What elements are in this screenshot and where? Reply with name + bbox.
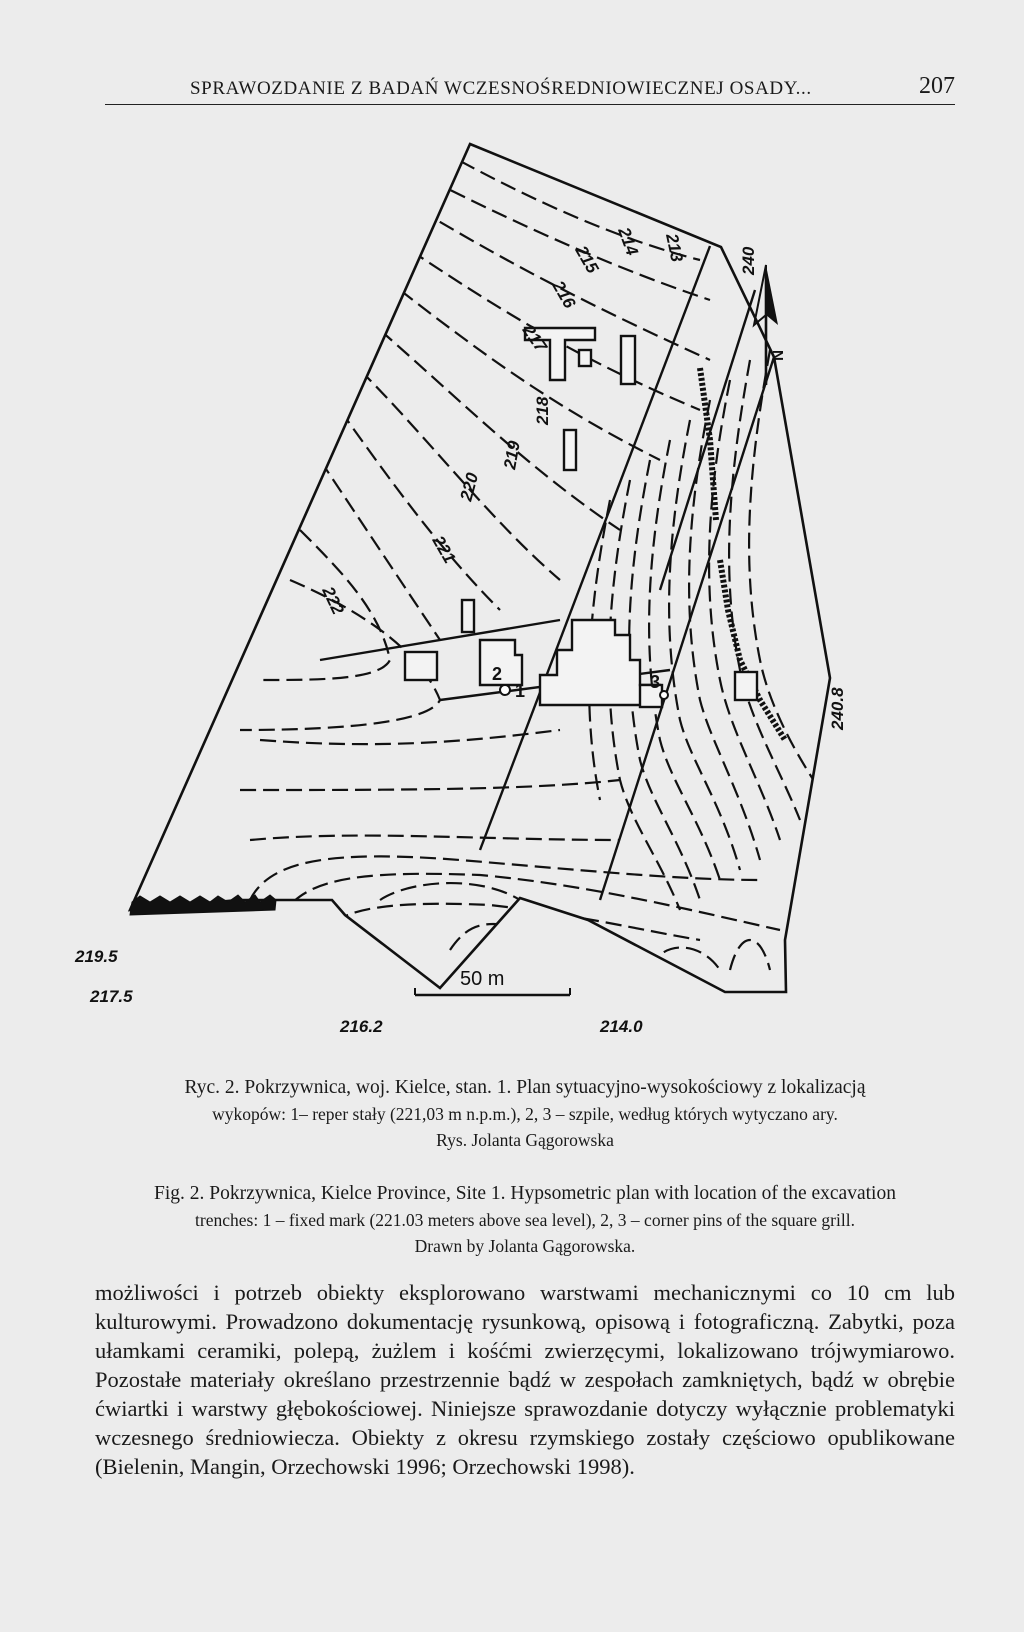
- elev-214-0: 214.0: [600, 1017, 643, 1036]
- elev-219-5: 219.5: [75, 947, 118, 966]
- elev-214: 214: [614, 224, 642, 259]
- north-label: N: [769, 350, 786, 361]
- point-label-2: 2: [492, 664, 503, 684]
- site-plan-figure: [60, 140, 960, 1060]
- body-paragraph: możliwości i potrzeb obiekty eksplorowano warstwami mechanicznymi co 10 cm lub kulturowymi. Prowadzono dokumentację rysunkową, opisową i fotograficzną. Zabytki, poza ułamkami ceramiki, polepą, żużlem i kośćmi zwierzęcymi, lokalizowano trójwymiarowo. Pozostałe materiały określano przestrzennie bądź w zespołach zamkniętych, bądź w obrębie ćwiartki i warstwy głębokościowej. Niniejsze sprawozdanie dotyczy wyłącznie problematyki wczesnego średniowiecza. Obiekty z okresu rzymskiego zostały częściowo opublikowane (Bielenin, Mangin, Orzechowski 1996; Orzechowski 1998).: [95, 1280, 955, 1479]
- caption-english: [95, 1181, 955, 1259]
- elev-217: 217: [518, 321, 551, 356]
- elev-217-5: 217.5: [90, 987, 133, 1006]
- running-title: SPRAWOZDANIE Z BADAŃ WCZESNOŚREDNIOWIECZNEJ OSADY...: [190, 78, 812, 99]
- point-label-3: 3: [650, 672, 661, 692]
- scale-bar: [415, 968, 570, 995]
- point-label-1: 1: [515, 681, 526, 701]
- elev-240: 240: [739, 246, 758, 275]
- caption-pl-line-3: Rys. Jolanta Gągorowska: [436, 1130, 614, 1150]
- elev-216: 216: [548, 277, 580, 312]
- site-plan-map: [60, 140, 960, 1060]
- caption-en-line-2: trenches: 1 – fixed mark (221.03 meters above sea level), 2, 3 – corner pins of the square grill.: [195, 1210, 855, 1230]
- caption-polish: [95, 1075, 955, 1153]
- elev-213: 213: [662, 231, 687, 264]
- caption-pl-line-2: wykopów: 1– reper stały (221,03 m n.p.m.), 2, 3 – szpile, według których wytyczano ary.: [212, 1104, 838, 1124]
- scale-label: 50 m: [460, 968, 505, 990]
- fixed-mark-point: [500, 685, 510, 695]
- elev-221: 221: [428, 532, 460, 567]
- page-number: 207: [919, 73, 955, 99]
- site-boundary: [130, 144, 830, 992]
- elev-240-8: 240.8: [828, 687, 847, 730]
- caption-en-line-1: Fig. 2. Pokrzywnica, Kielce Province, Site 1. Hypsometric plan with location of the excavation: [154, 1183, 896, 1204]
- edge-hatching: [130, 368, 785, 915]
- elev-222: 222: [318, 583, 348, 618]
- caption-pl-line-1: Ryc. 2. Pokrzywnica, woj. Kielce, stan. 1. Plan sytuacyjno-wysokościowy z lokalizacją: [184, 1077, 866, 1098]
- elev-218: 218: [533, 396, 552, 425]
- elev-219: 219: [500, 439, 524, 471]
- corner-pin-point: [660, 691, 668, 699]
- elev-216-2: 216.2: [340, 1017, 383, 1036]
- elev-220: 220: [456, 470, 483, 504]
- running-header: [105, 70, 955, 105]
- elev-215: 215: [571, 242, 603, 277]
- caption-en-line-3: Drawn by Jolanta Gągorowska.: [414, 1236, 636, 1256]
